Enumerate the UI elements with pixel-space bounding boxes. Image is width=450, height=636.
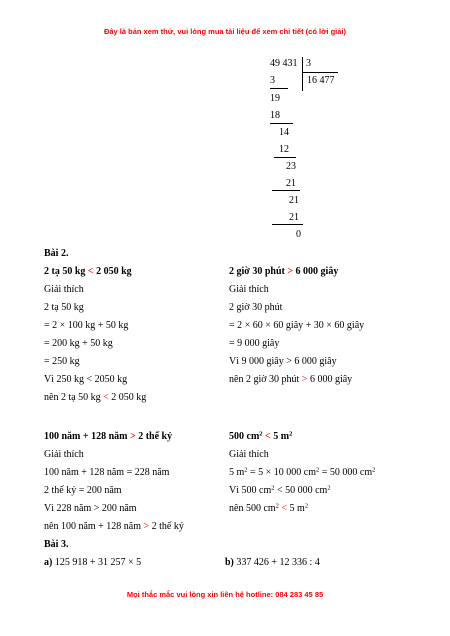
division-step: 19 bbox=[270, 93, 280, 104]
comparison-title: 2 giờ 30 phút > 6 000 giây bbox=[229, 266, 339, 277]
explain-label: Giải thích bbox=[44, 449, 84, 460]
explain-label: Giải thích bbox=[44, 284, 84, 295]
comparison-title: 500 $cm^2 < 5$ $m^2$ bbox=[229, 430, 293, 442]
division-dividend: 49 431 bbox=[270, 58, 298, 69]
division-rule bbox=[272, 190, 300, 191]
explain-label: Giải thích bbox=[229, 284, 269, 295]
division-divisor: 3 bbox=[306, 58, 311, 69]
division-remainder: 0 bbox=[296, 229, 301, 240]
explain-line: Vì 250 kg < 2050 kg bbox=[44, 374, 128, 385]
conclusion-line: nên 2 giờ 30 phút > 6 000 giây bbox=[229, 374, 353, 385]
division-step: 12 bbox=[279, 144, 289, 155]
explain-line: = 2 × 60 × 60 giây + 30 × 60 giây bbox=[229, 320, 365, 331]
conclusion-line: nên 100 năm + 128 năm > 2 thế kỷ bbox=[44, 521, 184, 532]
division-rule bbox=[274, 157, 296, 158]
explain-line: = 2 × 100 kg + 50 kg bbox=[44, 320, 129, 331]
division-step: 21 bbox=[289, 212, 299, 223]
explain-line: 2 giờ 30 phút bbox=[229, 302, 283, 313]
conclusion-line: nên 500 $cm^2 < 5$ $m^2$ bbox=[229, 502, 309, 514]
explain-line: = 9 000 giây bbox=[229, 338, 280, 349]
bai3-part-b: b) 337 426 + 12 336 : 4 bbox=[225, 557, 320, 568]
footer-notice: Mọi thắc mắc vui lòng xin liên hệ hotline: 084 283 45 85 bbox=[126, 590, 324, 599]
division-step: 14 bbox=[279, 127, 289, 138]
division-step: 3 bbox=[270, 75, 275, 86]
explain-line: 5 $m^2 = 5 \times 10$ 000 $cm^2 = 50$ 000 $cm^2$ bbox=[229, 466, 376, 478]
division-step: 18 bbox=[270, 110, 280, 121]
bai2-heading: Bài 2. bbox=[44, 248, 69, 259]
explain-line: 2 tạ 50 kg bbox=[44, 302, 84, 313]
division-step: 21 bbox=[289, 195, 299, 206]
division-quotient: 16 477 bbox=[307, 75, 335, 86]
division-rule bbox=[272, 224, 303, 225]
explain-line: = 200 kg + 50 kg bbox=[44, 338, 113, 349]
comparison-title: 100 năm + 128 năm > 2 thế kỷ bbox=[44, 431, 173, 442]
division-rule bbox=[270, 123, 293, 124]
explain-line: 100 năm + 128 năm = 228 năm bbox=[44, 467, 170, 478]
bai3-heading: Bài 3. bbox=[44, 539, 69, 550]
explain-label: Giải thích bbox=[229, 449, 269, 460]
division-vertical-bar bbox=[302, 57, 303, 91]
division-rule bbox=[270, 88, 288, 89]
division-quotient-line bbox=[302, 72, 338, 73]
comparison-title: 2 tạ 50 kg < 2 050 kg bbox=[44, 266, 132, 277]
explain-line: = 250 kg bbox=[44, 356, 80, 367]
bai3-part-a: a) 125 918 + 31 257 × 5 bbox=[44, 557, 142, 568]
explain-line: Vì 500 $cm^2 < 50$ 000 $cm^2$ bbox=[229, 484, 331, 496]
conclusion-line: nên 2 tạ 50 kg < 2 050 kg bbox=[44, 392, 147, 403]
division-step: 21 bbox=[286, 178, 296, 189]
explain-line: 2 thế kỷ = 200 năm bbox=[44, 485, 122, 496]
header-notice: Đây là bản xem thử, vui lòng mua tài liệu để xem chi tiết (có lời giải) bbox=[103, 27, 347, 36]
division-step: 23 bbox=[286, 161, 296, 172]
explain-line: Vì 9 000 giây > 6 000 giây bbox=[229, 356, 337, 367]
explain-line: Vì 228 năm > 200 năm bbox=[44, 503, 137, 514]
